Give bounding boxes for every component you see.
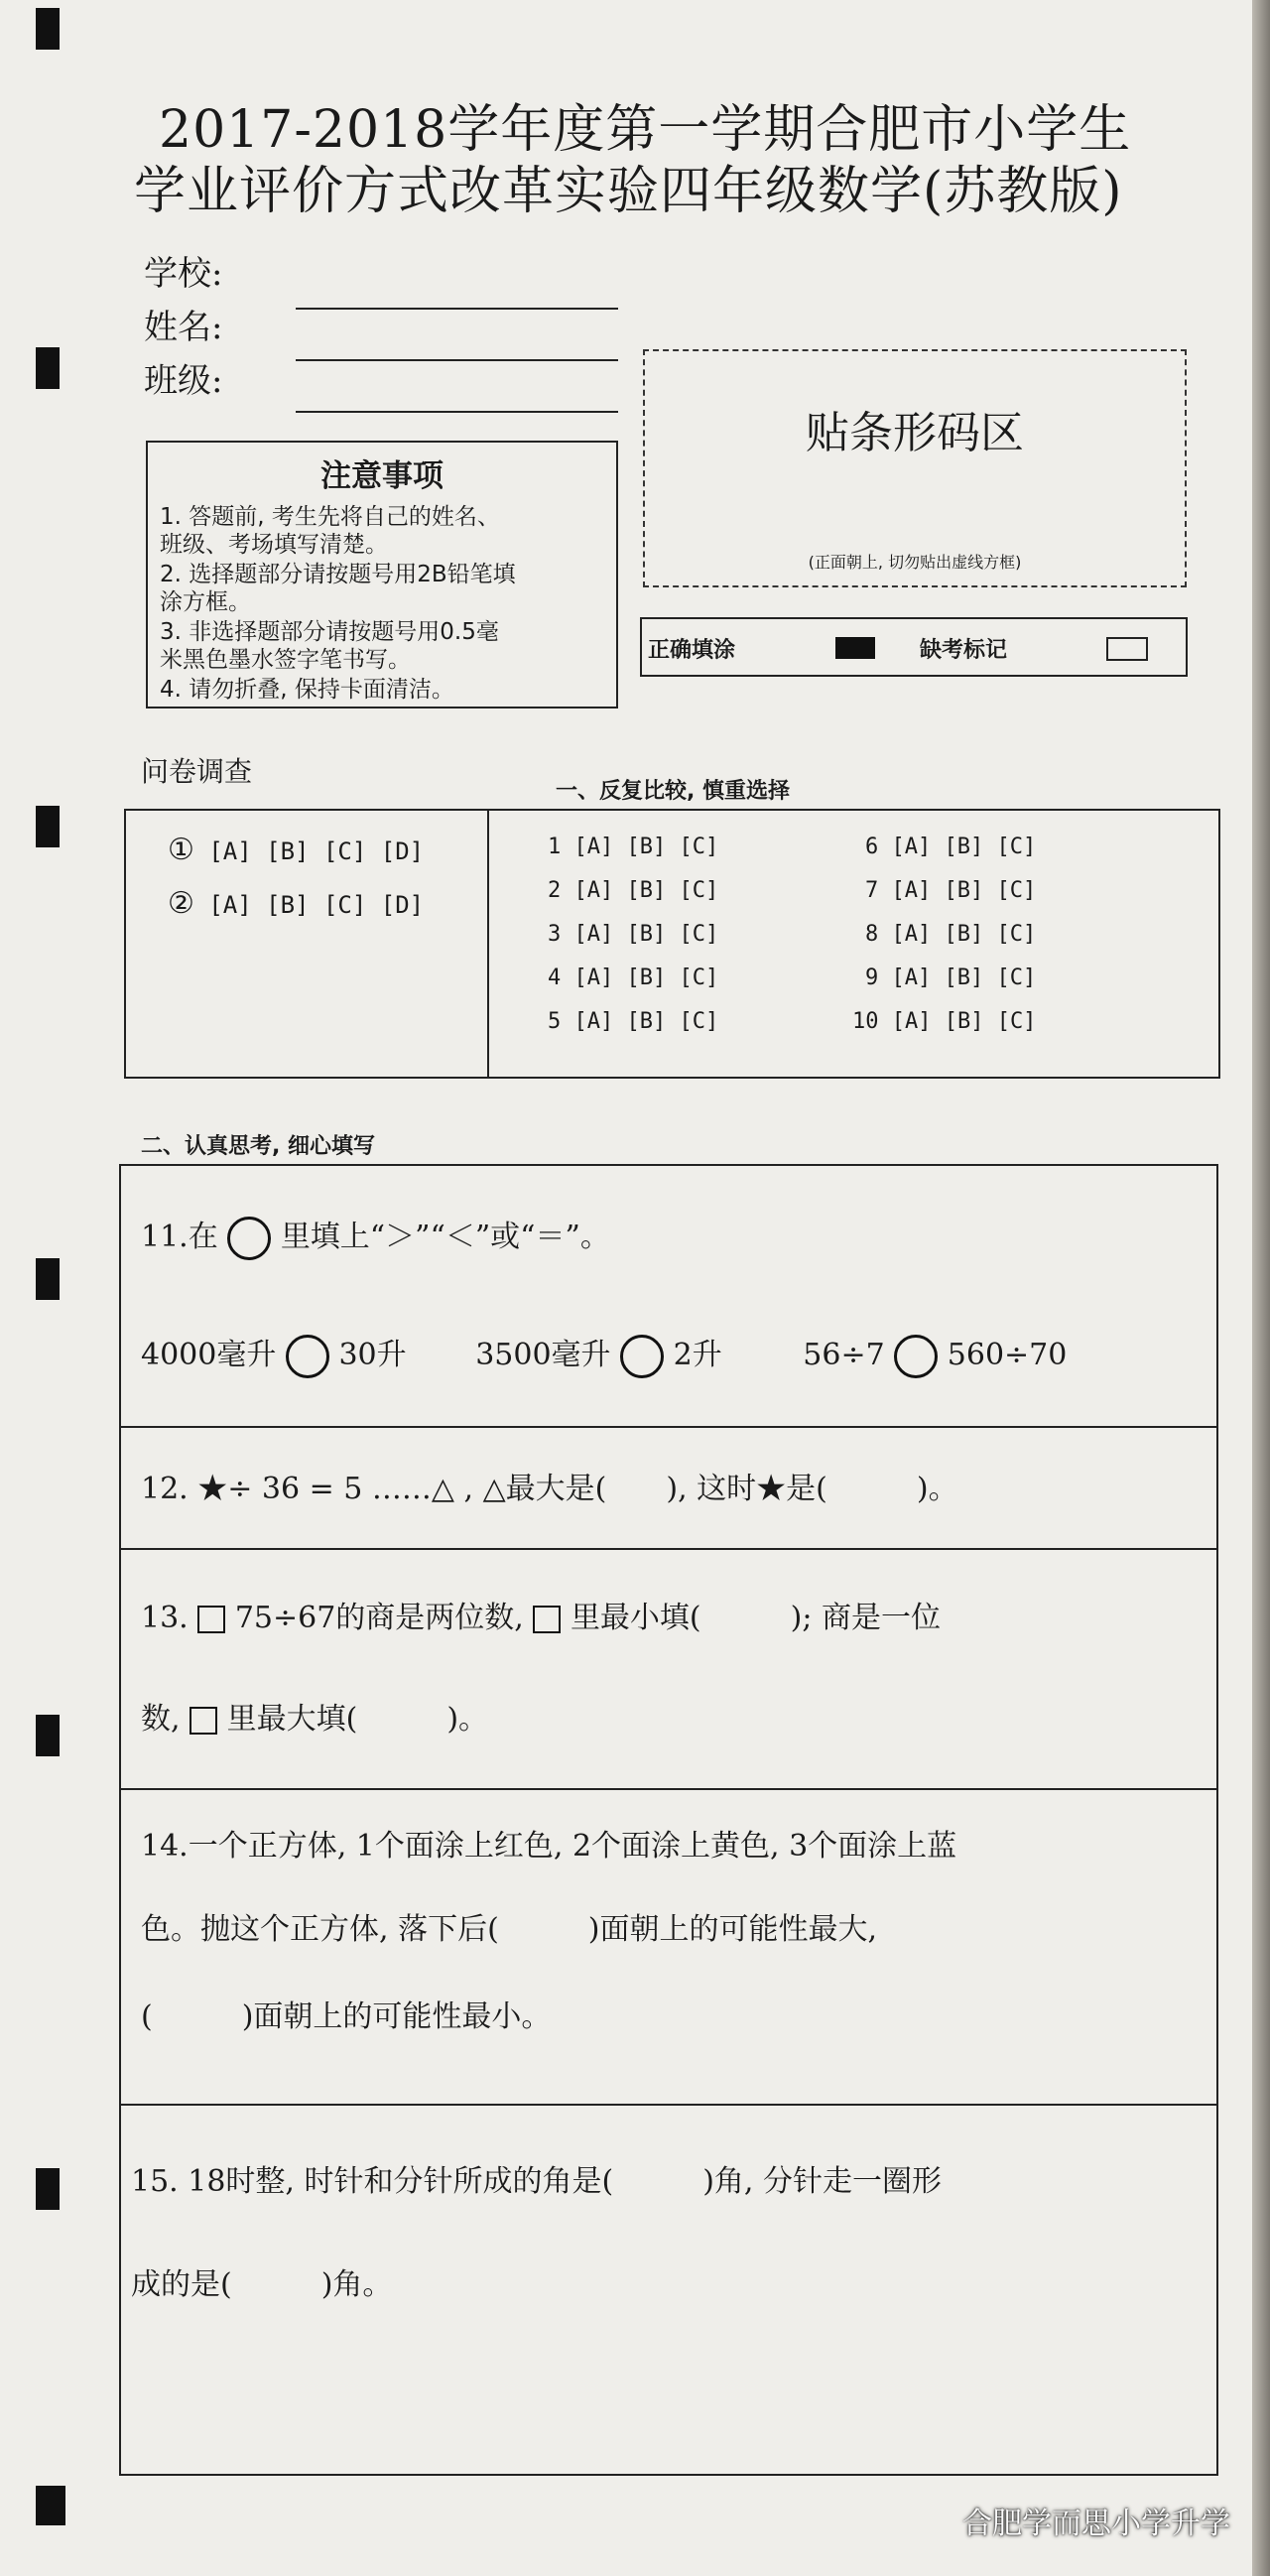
q13-line2[interactable]: 数, 里最大填( )。 xyxy=(141,1702,489,1737)
choice-row[interactable]: 7 [A] [B] [C] xyxy=(865,878,1037,903)
registration-mark xyxy=(36,2486,65,2525)
q15-line2[interactable]: 成的是( )角。 xyxy=(131,2267,393,2302)
notice-line: 2. 选择题部分请按题号用2B铅笔填 xyxy=(160,562,516,587)
registration-mark xyxy=(36,2168,60,2210)
notice-heading: 注意事项 xyxy=(320,458,444,494)
choice-row[interactable]: 2 [A] [B] [C] xyxy=(548,878,719,903)
correct-fill-label: 正确填涂 xyxy=(648,638,736,663)
q14-line2[interactable]: 色。抛这个正方体, 落下后( )面朝上的可能性最大, xyxy=(141,1912,878,1947)
digit-box-icon xyxy=(533,1606,561,1633)
title-line-2: 学业评价方式改革实验四年级数学(苏教版) xyxy=(134,162,1123,221)
survey-options[interactable]: [A] [B] [C] [D] xyxy=(208,891,425,919)
notice-box xyxy=(146,441,618,708)
class-label: 班级: xyxy=(144,361,223,401)
section-1-title: 一、反复比较, 慎重选择 xyxy=(556,779,791,804)
notice-line: 米黑色墨水签字笔书写。 xyxy=(160,647,411,673)
registration-mark xyxy=(36,1715,60,1756)
name-label: 姓名: xyxy=(144,308,223,347)
notice-line: 班级、考场填写清楚。 xyxy=(160,532,388,558)
name-field[interactable] xyxy=(296,359,618,361)
registration-mark xyxy=(36,8,60,50)
registration-mark xyxy=(36,1258,60,1300)
choice-box xyxy=(124,809,1220,1079)
choice-row[interactable]: 6 [A] [B] [C] xyxy=(865,835,1037,859)
compare-circle-icon xyxy=(227,1217,271,1260)
survey-label: 问卷调查 xyxy=(141,755,253,788)
barcode-area xyxy=(643,349,1187,587)
choice-row[interactable]: 3 [A] [B] [C] xyxy=(548,922,719,947)
section-2-title: 二、认真思考, 细心填写 xyxy=(141,1134,376,1159)
class-field[interactable] xyxy=(296,411,618,413)
notice-line: 涂方框。 xyxy=(160,589,251,615)
q13-line1[interactable]: 13. 75÷67的商是两位数, 里最小填( ); 商是一位 xyxy=(141,1601,941,1635)
q14-line3[interactable]: ( )面朝上的可能性最小。 xyxy=(141,1999,552,2034)
absent-mark-label: 缺考标记 xyxy=(920,638,1008,663)
choice-row[interactable]: 10 [A] [B] [C] xyxy=(852,1009,1037,1034)
notice-line: 3. 非选择题部分请按题号用0.5毫 xyxy=(160,619,499,645)
question-box xyxy=(119,1164,1218,2476)
q15-line1[interactable]: 15. 18时整, 时针和分针所成的角是( )角, 分针走一圈形 xyxy=(131,2164,942,2199)
choice-row[interactable]: 5 [A] [B] [C] xyxy=(548,1009,719,1034)
correct-fill-sample xyxy=(835,637,875,659)
school-label: 学校: xyxy=(144,254,223,294)
registration-mark xyxy=(36,347,60,389)
survey-row[interactable] xyxy=(168,833,424,867)
choice-row[interactable]: 9 [A] [B] [C] xyxy=(865,966,1037,990)
compare-circle-answer[interactable] xyxy=(286,1335,329,1378)
survey-options[interactable]: [A] [B] [C] [D] xyxy=(208,837,425,865)
choice-row[interactable]: 4 [A] [B] [C] xyxy=(548,966,719,990)
fill-legend xyxy=(640,617,1188,677)
digit-box-icon xyxy=(190,1707,217,1735)
survey-row[interactable] xyxy=(168,886,424,921)
divider xyxy=(487,811,489,1077)
q11-items: 4000毫升 30升 3500毫升 2升 56÷7 560÷70 xyxy=(141,1330,1067,1378)
divider xyxy=(121,1548,1216,1550)
registration-mark xyxy=(36,806,60,847)
q11-intro: 11.在 里填上“＞”“＜”或“＝”。 xyxy=(141,1212,610,1260)
q14-line1[interactable]: 14.一个正方体, 1个面涂上红色, 2个面涂上黄色, 3个面涂上蓝 xyxy=(141,1829,957,1864)
q12-text[interactable]: 12. ★÷ 36 = 5 ……△ , △最大是( ), 这时★是( )。 xyxy=(141,1472,958,1506)
survey-num: ① xyxy=(168,833,194,867)
choice-row[interactable]: 1 [A] [B] [C] xyxy=(548,835,719,859)
notice-line: 4. 请勿折叠, 保持卡面清洁。 xyxy=(160,677,454,703)
divider xyxy=(121,1426,1216,1428)
barcode-note: (正面朝上, 切勿贴出虚线方框) xyxy=(808,553,1022,572)
divider xyxy=(121,1788,1216,1790)
sheet-edge xyxy=(1252,0,1270,2576)
school-field[interactable] xyxy=(296,308,618,310)
compare-circle-answer[interactable] xyxy=(894,1335,938,1378)
absent-mark-box[interactable] xyxy=(1106,637,1148,661)
notice-line: 1. 答题前, 考生先将自己的姓名、 xyxy=(160,504,500,530)
divider xyxy=(121,2104,1216,2106)
survey-num: ② xyxy=(168,886,194,921)
watermark: 合肥学而思小学升学 xyxy=(962,2507,1230,2541)
choice-row[interactable]: 8 [A] [B] [C] xyxy=(865,922,1037,947)
barcode-title: 贴条形码区 xyxy=(806,408,1024,458)
title-line-1: 2017-2018学年度第一学期合肥市小学生 xyxy=(159,100,1132,160)
digit-box-icon xyxy=(197,1606,225,1633)
compare-circle-answer[interactable] xyxy=(620,1335,664,1378)
